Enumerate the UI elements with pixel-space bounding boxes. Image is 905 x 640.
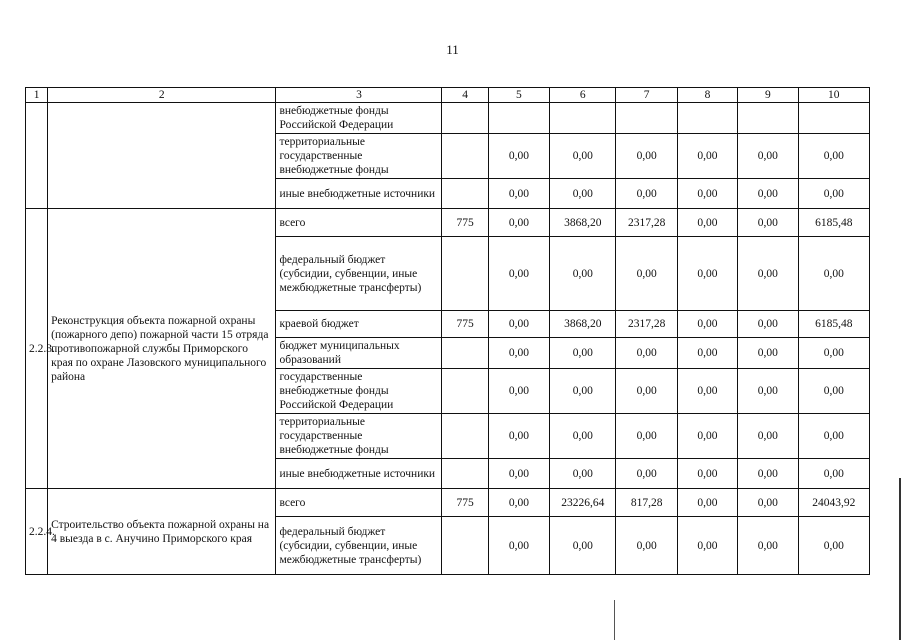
source-cell: всего xyxy=(276,209,442,237)
value-cell: 0,00 xyxy=(550,338,616,369)
value-cell xyxy=(488,103,549,134)
value-cell: 0,00 xyxy=(488,134,549,179)
item-code: 2.2.4. xyxy=(26,489,48,575)
value-cell: 0,00 xyxy=(677,369,737,414)
value-cell: 24043,92 xyxy=(798,489,870,517)
table-row xyxy=(26,489,870,517)
column-header: 7 xyxy=(616,88,677,103)
value-cell xyxy=(738,103,798,134)
value-cell: 0,00 xyxy=(738,209,798,237)
value-cell: 0,00 xyxy=(616,517,677,575)
value-cell: 0,00 xyxy=(550,179,616,209)
value-cell xyxy=(550,103,616,134)
value-cell xyxy=(442,459,488,489)
value-cell: 0,00 xyxy=(677,489,737,517)
value-cell: 0,00 xyxy=(798,237,870,311)
source-cell: федеральный бюджет (субсидии, субвенции, иные межбюджетные трансферты) xyxy=(276,237,442,311)
value-cell: 3868,20 xyxy=(550,209,616,237)
value-cell: 0,00 xyxy=(616,237,677,311)
value-cell: 0,00 xyxy=(677,517,737,575)
value-cell xyxy=(442,414,488,459)
value-cell: 0,00 xyxy=(798,369,870,414)
source-cell: иные внебюджетные источники xyxy=(276,179,442,209)
value-cell: 0,00 xyxy=(488,414,549,459)
value-cell xyxy=(442,237,488,311)
value-cell: 6185,48 xyxy=(798,209,870,237)
value-cell: 0,00 xyxy=(550,237,616,311)
column-header: 3 xyxy=(276,88,442,103)
value-cell: 0,00 xyxy=(488,237,549,311)
value-cell xyxy=(442,369,488,414)
value-cell: 0,00 xyxy=(616,134,677,179)
value-cell: 0,00 xyxy=(738,134,798,179)
column-header: 9 xyxy=(738,88,798,103)
value-cell xyxy=(616,103,677,134)
value-cell: 0,00 xyxy=(798,517,870,575)
code-cell-empty xyxy=(26,103,48,209)
table-row xyxy=(26,103,870,134)
value-cell: 3868,20 xyxy=(550,311,616,338)
value-cell xyxy=(442,338,488,369)
source-cell: государственные внебюджетные фонды Российской Федерации xyxy=(276,369,442,414)
value-cell: 0,00 xyxy=(738,489,798,517)
header-row xyxy=(26,88,870,103)
value-cell: 0,00 xyxy=(550,134,616,179)
value-cell: 0,00 xyxy=(677,338,737,369)
value-cell: 0,00 xyxy=(738,414,798,459)
column-header: 8 xyxy=(677,88,737,103)
value-cell: 0,00 xyxy=(550,517,616,575)
source-cell: бюджет муниципальных образований xyxy=(276,338,442,369)
value-cell: 0,00 xyxy=(798,459,870,489)
scan-artifact-line xyxy=(614,600,615,640)
source-cell: территориальные государственные внебюджетные фонды xyxy=(276,134,442,179)
value-cell: 0,00 xyxy=(550,414,616,459)
value-cell: 0,00 xyxy=(677,179,737,209)
value-cell: 775 xyxy=(442,489,488,517)
value-cell: 0,00 xyxy=(488,489,549,517)
value-cell: 0,00 xyxy=(738,237,798,311)
value-cell xyxy=(677,103,737,134)
value-cell: 817,28 xyxy=(616,489,677,517)
value-cell xyxy=(442,517,488,575)
source-cell: внебюджетные фонды Российской Федерации xyxy=(276,103,442,134)
item-code: 2.2.3. xyxy=(26,209,48,489)
value-cell: 0,00 xyxy=(488,369,549,414)
budget-table xyxy=(25,87,870,575)
value-cell: 0,00 xyxy=(738,517,798,575)
value-cell: 2317,28 xyxy=(616,209,677,237)
value-cell: 0,00 xyxy=(488,179,549,209)
value-cell: 2317,28 xyxy=(616,311,677,338)
table-row xyxy=(26,209,870,237)
column-header: 4 xyxy=(442,88,488,103)
value-cell: 0,00 xyxy=(798,179,870,209)
value-cell xyxy=(442,179,488,209)
value-cell: 0,00 xyxy=(677,237,737,311)
value-cell: 0,00 xyxy=(488,311,549,338)
value-cell: 0,00 xyxy=(798,134,870,179)
value-cell: 0,00 xyxy=(488,209,549,237)
value-cell: 0,00 xyxy=(616,338,677,369)
value-cell xyxy=(442,103,488,134)
value-cell: 0,00 xyxy=(550,459,616,489)
value-cell xyxy=(442,134,488,179)
value-cell: 0,00 xyxy=(738,311,798,338)
value-cell: 0,00 xyxy=(550,369,616,414)
value-cell xyxy=(798,103,870,134)
value-cell: 0,00 xyxy=(616,459,677,489)
value-cell: 0,00 xyxy=(677,311,737,338)
value-cell: 0,00 xyxy=(738,459,798,489)
item-name: Строительство объекта пожарной охраны на 4 выезда в с. Анучино Приморского края xyxy=(48,489,276,575)
item-name: Реконструкция объекта пожарной охраны (пожарного депо) пожарной части 15 отряда противопожарной службы Приморского края по охране Лазовского муниципального района xyxy=(48,209,276,489)
value-cell: 23226,64 xyxy=(550,489,616,517)
value-cell: 6185,48 xyxy=(798,311,870,338)
column-header: 5 xyxy=(488,88,549,103)
value-cell: 0,00 xyxy=(616,179,677,209)
value-cell: 0,00 xyxy=(616,369,677,414)
column-header: 10 xyxy=(798,88,870,103)
value-cell: 0,00 xyxy=(677,209,737,237)
source-cell: краевой бюджет xyxy=(276,311,442,338)
value-cell: 0,00 xyxy=(738,338,798,369)
column-header: 1 xyxy=(26,88,48,103)
column-header: 2 xyxy=(48,88,276,103)
source-cell: всего xyxy=(276,489,442,517)
value-cell: 775 xyxy=(442,209,488,237)
value-cell: 0,00 xyxy=(616,414,677,459)
value-cell: 0,00 xyxy=(677,414,737,459)
value-cell: 0,00 xyxy=(488,338,549,369)
source-cell: территориальные государственные внебюджетные фонды xyxy=(276,414,442,459)
column-header: 6 xyxy=(550,88,616,103)
page-number: 11 xyxy=(446,42,459,57)
value-cell: 0,00 xyxy=(798,338,870,369)
scan-edge-line xyxy=(899,478,901,640)
value-cell: 0,00 xyxy=(738,369,798,414)
value-cell: 0,00 xyxy=(798,414,870,459)
value-cell: 0,00 xyxy=(677,459,737,489)
value-cell: 0,00 xyxy=(738,179,798,209)
value-cell: 0,00 xyxy=(488,517,549,575)
value-cell: 0,00 xyxy=(677,134,737,179)
name-cell-empty xyxy=(48,103,276,209)
value-cell: 0,00 xyxy=(488,459,549,489)
source-cell: федеральный бюджет (субсидии, субвенции, иные межбюджетные трансферты) xyxy=(276,517,442,575)
source-cell: иные внебюджетные источники xyxy=(276,459,442,489)
value-cell: 775 xyxy=(442,311,488,338)
